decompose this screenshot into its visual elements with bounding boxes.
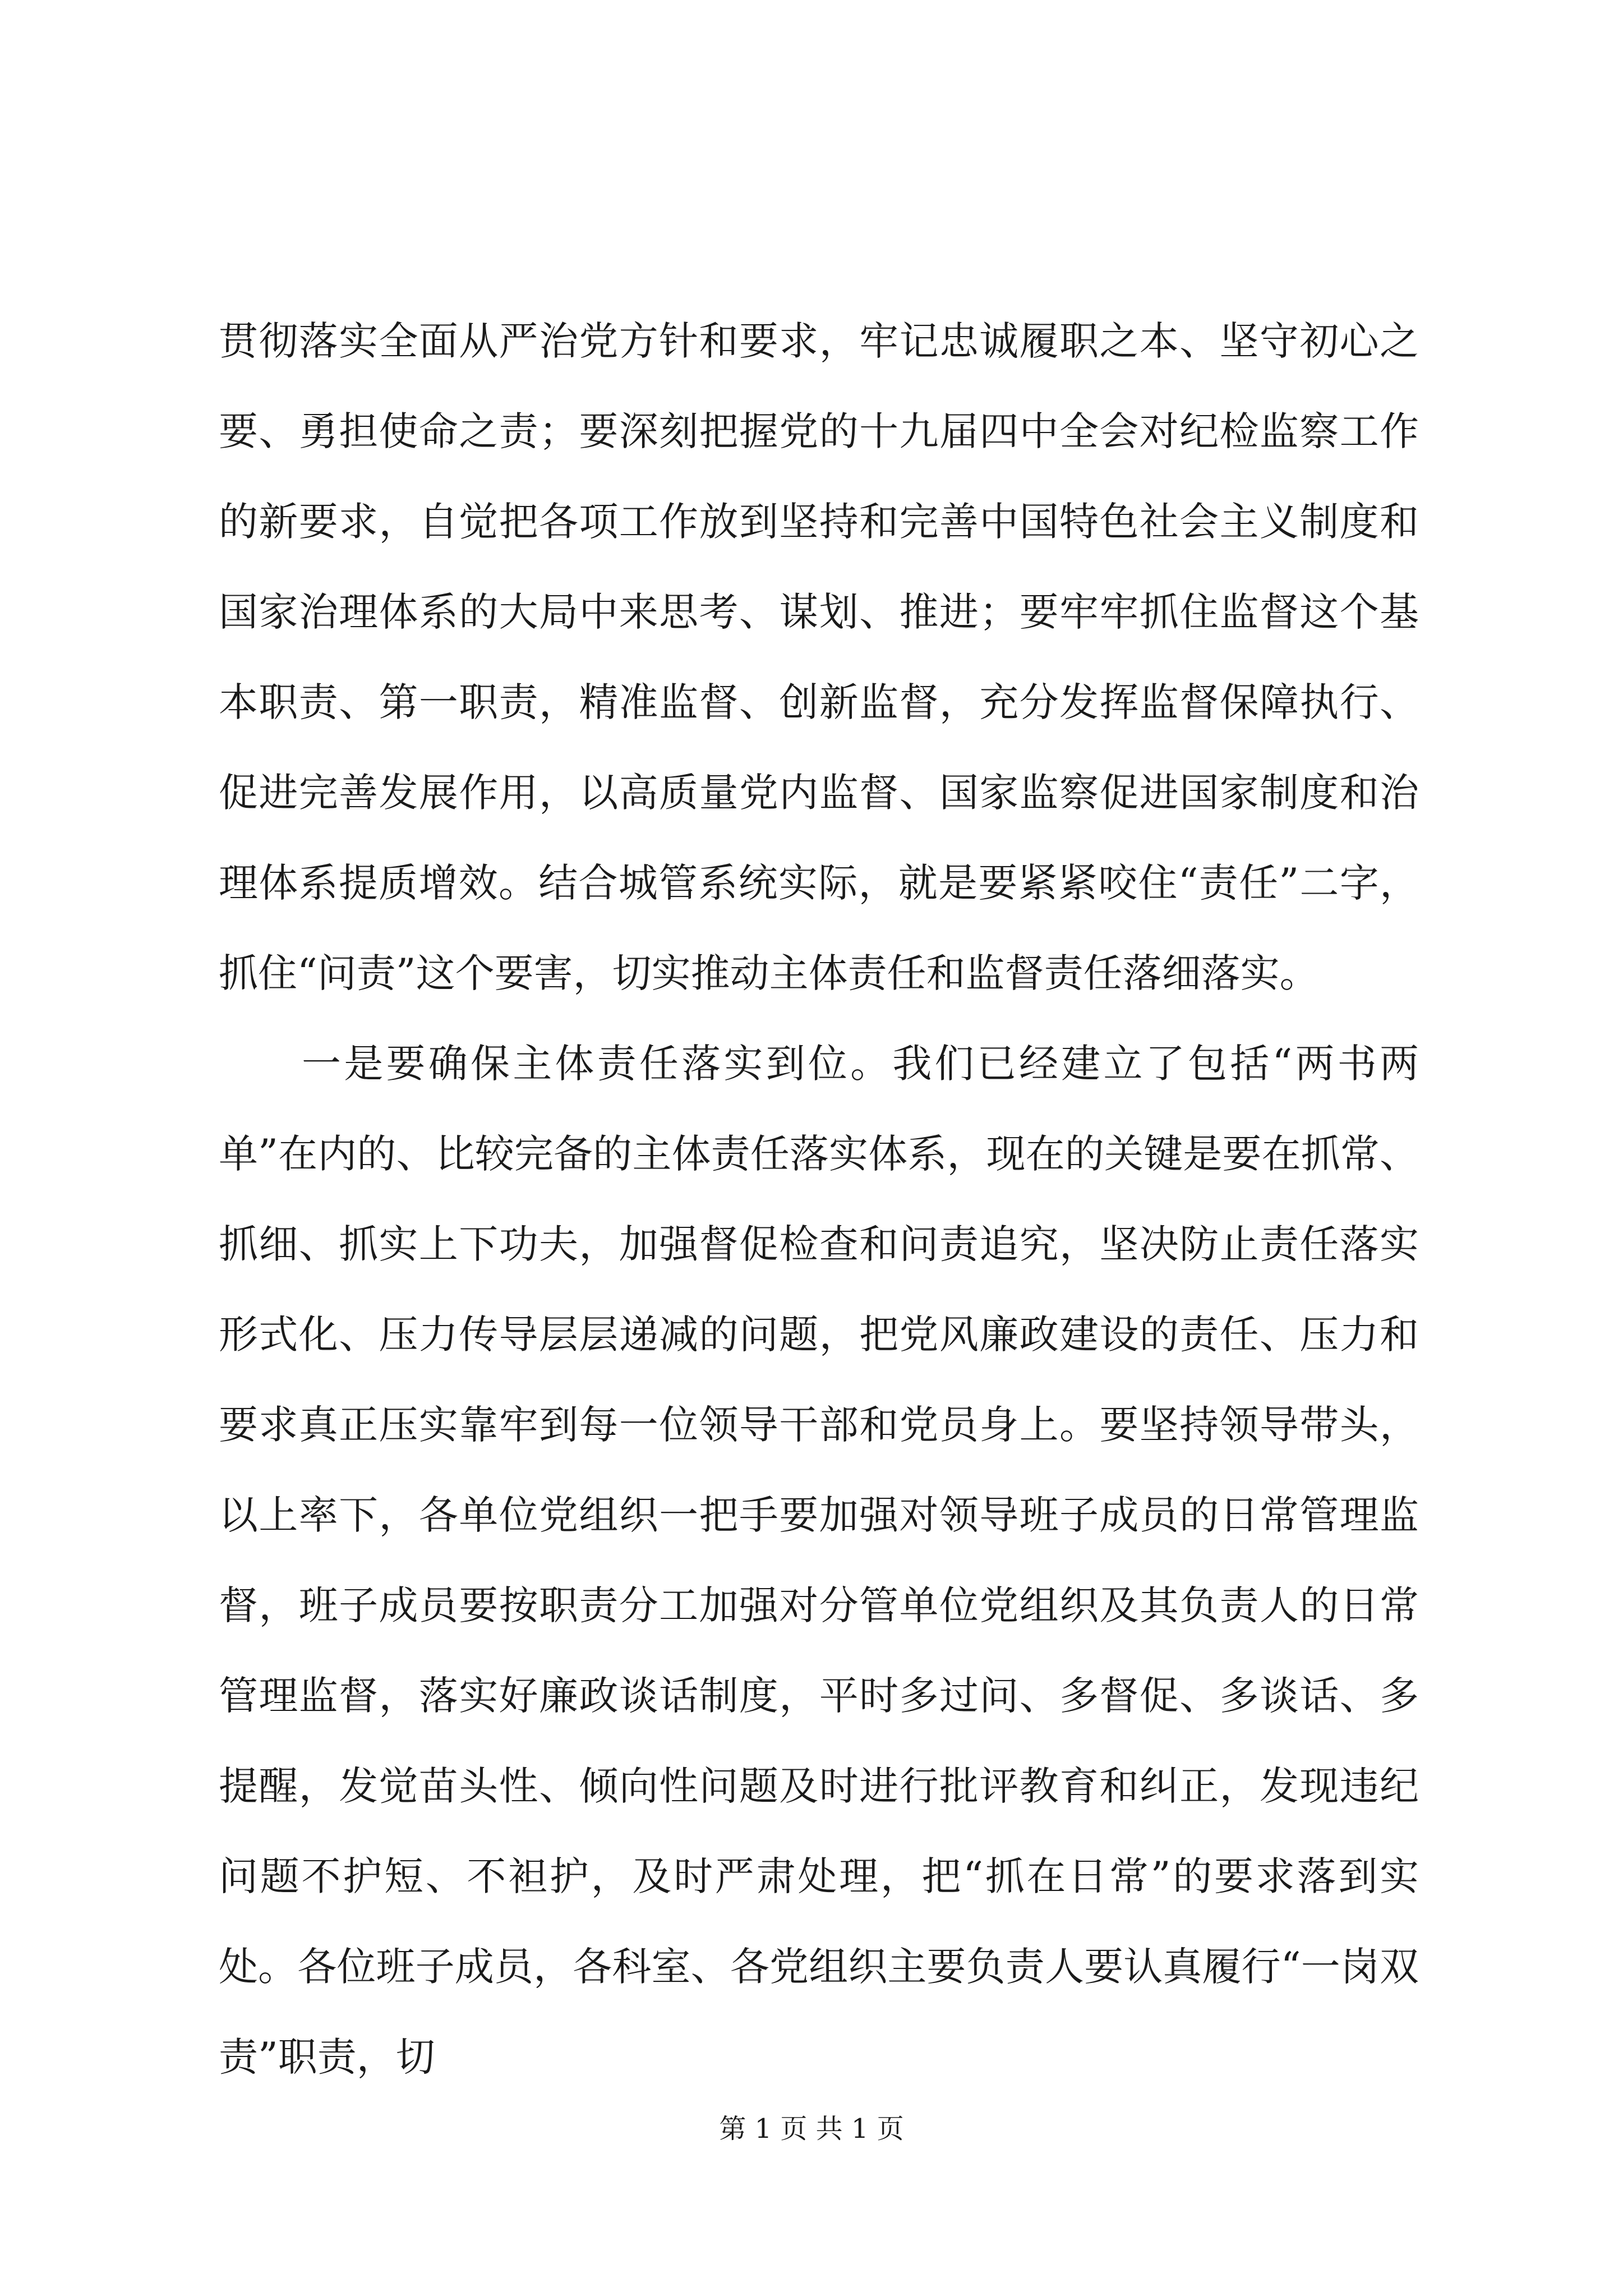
page-footer: 第 1 页 共 1 页 — [719, 2113, 904, 2145]
paragraph-2: 一是要确保主体责任落实到位。我们已经建立了包括“两书两单”在内的、比较完备的主体责任落实体系，现在的关键是要在抓常、抓细、抓实上下功夫，加强督促检查和问责追究，坚决防止责任落实形式化、压力传导层层递减的问题，把党风廉政建设的责任、压力和要求真正压实靠牢到每一位领导干部和党员身上。要坚持领导带头，以上率下，各单位党组织一把手要加强对领导班子成员的日常管理监督，班子成员要按职责分工加强对分管单位党组织及其负责人的日常管理监督，落实好廉政谈话制度，平时多过问、多督促、多谈话、多提醒，发觉苗头性、倾向性问题及时进行批评教育和纠正，发现违纪问题不护短、不袒护，及时严肃处理，把“抓在日常”的要求落到实处。各位班子成员，各科室、各党组织主要负责人要认真履行“一岗双责”职责，切 — [219, 1041, 1419, 2080]
paragraph-1: 贯彻落实全面从严治党方针和要求，牢记忠诚履职之本、坚守初心之要、勇担使命之责；要深刻把握党的十九届四中全会对纪检监察工作的新要求，自觉把各项工作放到坚持和完善中国特色社会主义制度和国家治理体系的大局中来思考、谋划、推进；要牢牢抓住监督这个基本职责、第一职责，精准监督、创新监督，充分发挥监督保障执行、促进完善发展作用，以高质量党内监督、国家监察促进国家制度和治理体系提质增效。结合城管系统实际，就是要紧紧咬住“责任”二字，抓住“问责”这个要害，切实推动主体责任和监督责任落细落实。 — [219, 318, 1419, 996]
document-body — [219, 296, 1419, 2102]
